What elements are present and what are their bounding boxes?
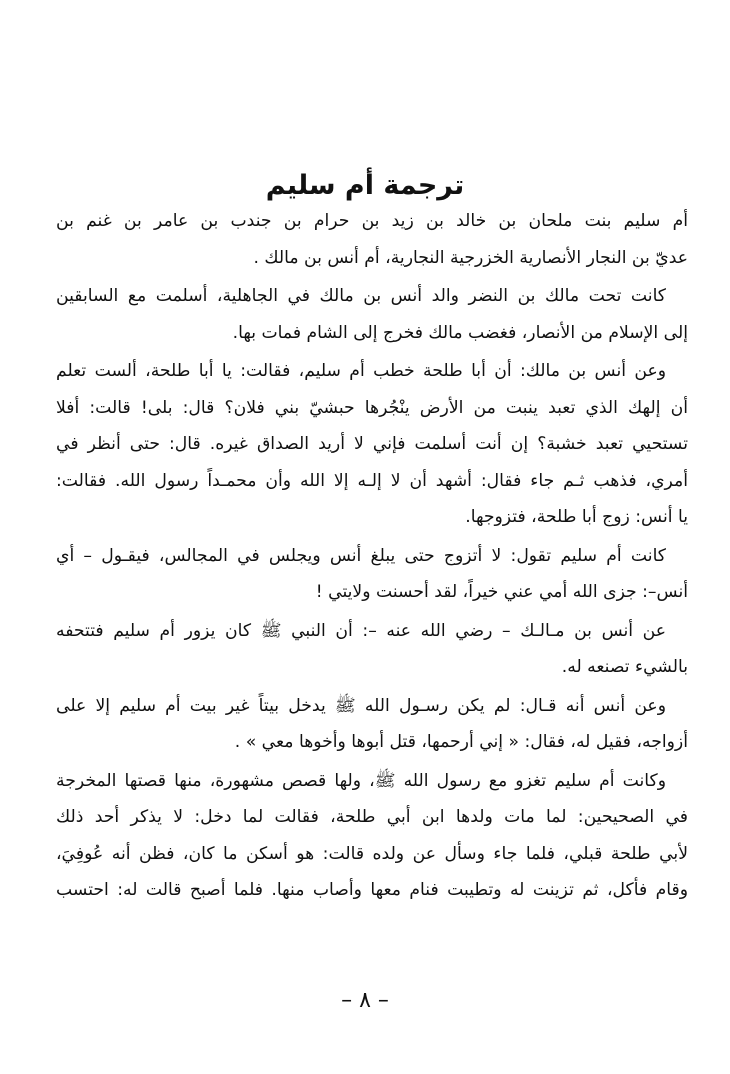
text-line: أنس–: جزى الله أمي عني خيراً، لقد أحسنت ولايتي ! bbox=[315, 582, 688, 602]
text-line: أم سليم بنت ملحان بن خالد بن زيد بن حرام بن جندب بن عامر بن غنم بن bbox=[56, 211, 688, 231]
text-line: وكانت أم سليم تغزو مع رسول الله ﷺ، ولها قصص مشهورة، منها قصتها المخرجة bbox=[56, 770, 666, 791]
text-line: لأبي طلحة قبلي، فلما جاء وسأل عن ولده قالت: هو أسكن ما كان، فظن أنه عُوفِيَ، bbox=[56, 843, 688, 864]
text-line: أن إلهك الذي تعبد ينبت من الأرض ينْجُرها حبشيّ بني فلان؟ قال: بلى! قالت: أفلا bbox=[56, 397, 688, 418]
text-line: يا أنس: زوج أبا طلحة، فتزوجها. bbox=[465, 507, 688, 527]
text-line: أمري، فذهب ثـم جاء فقال: أشهد أن لا إلـه إلا الله وأن محمـداً رسول الله. فقالت: bbox=[56, 470, 688, 491]
text-line: بالشيء تصنعه له. bbox=[561, 657, 688, 677]
body-text bbox=[56, 203, 688, 909]
text-line: عديّ بن النجار الأنصارية الخزرجية النجارية، أم أنس بن مالك . bbox=[253, 247, 688, 268]
text-line: تستحيي تعبد خشبة؟ إن أنت أسلمت فإني لا أريد الصداق غيره. قال: حتى أنظر في bbox=[56, 434, 688, 454]
text-line: في الصحيحين: لما مات ولدها ابن أبي طلحة، فقالت لما دخل: لا يذكر أحد ذلك bbox=[56, 807, 688, 827]
text-line: عن أنس بن مـالـك – رضي الله عنه –: أن النبي ﷺ كان يزور أم سليم فتتحفه bbox=[56, 620, 666, 641]
text-line: وعن أنس بن مالك: أن أبا طلحة خطب أم سليم، فقالت: يا أبا طلحة، ألست تعلم bbox=[56, 361, 666, 381]
text-line: وقام فأكل، ثم تزينت له وتطيبت فنام معها وأصاب منها. فلما أصبح قالت له: احتسب bbox=[56, 880, 688, 900]
text-line: كانت أم سليم تقول: لا أتزوج حتى يبلغ أنس ويجلس في المجالس، فيقـول – أي bbox=[56, 545, 666, 566]
text-line: إلى الإسلام من الأنصار، فغضب مالك فخرج إلى الشام فمات بها. bbox=[232, 322, 688, 343]
text-line: أزواجه، فقيل له، فقال: « إني أرحمها، قتل أبوها وأخوها معي » . bbox=[234, 732, 688, 752]
text-line: كانت تحت مالك بن النضر والد أنس بن مالك في الجاهلية، أسلمت مع السابقين bbox=[56, 286, 666, 306]
text-line: وعن أنس أنه قـال: لم يكن رسـول الله ﷺ يدخل بيتاً غير بيت أم سليم إلا على bbox=[56, 695, 666, 716]
page-number: – ٨ – bbox=[341, 988, 389, 1013]
chapter-title: ترجمة أم سليم bbox=[265, 170, 465, 201]
